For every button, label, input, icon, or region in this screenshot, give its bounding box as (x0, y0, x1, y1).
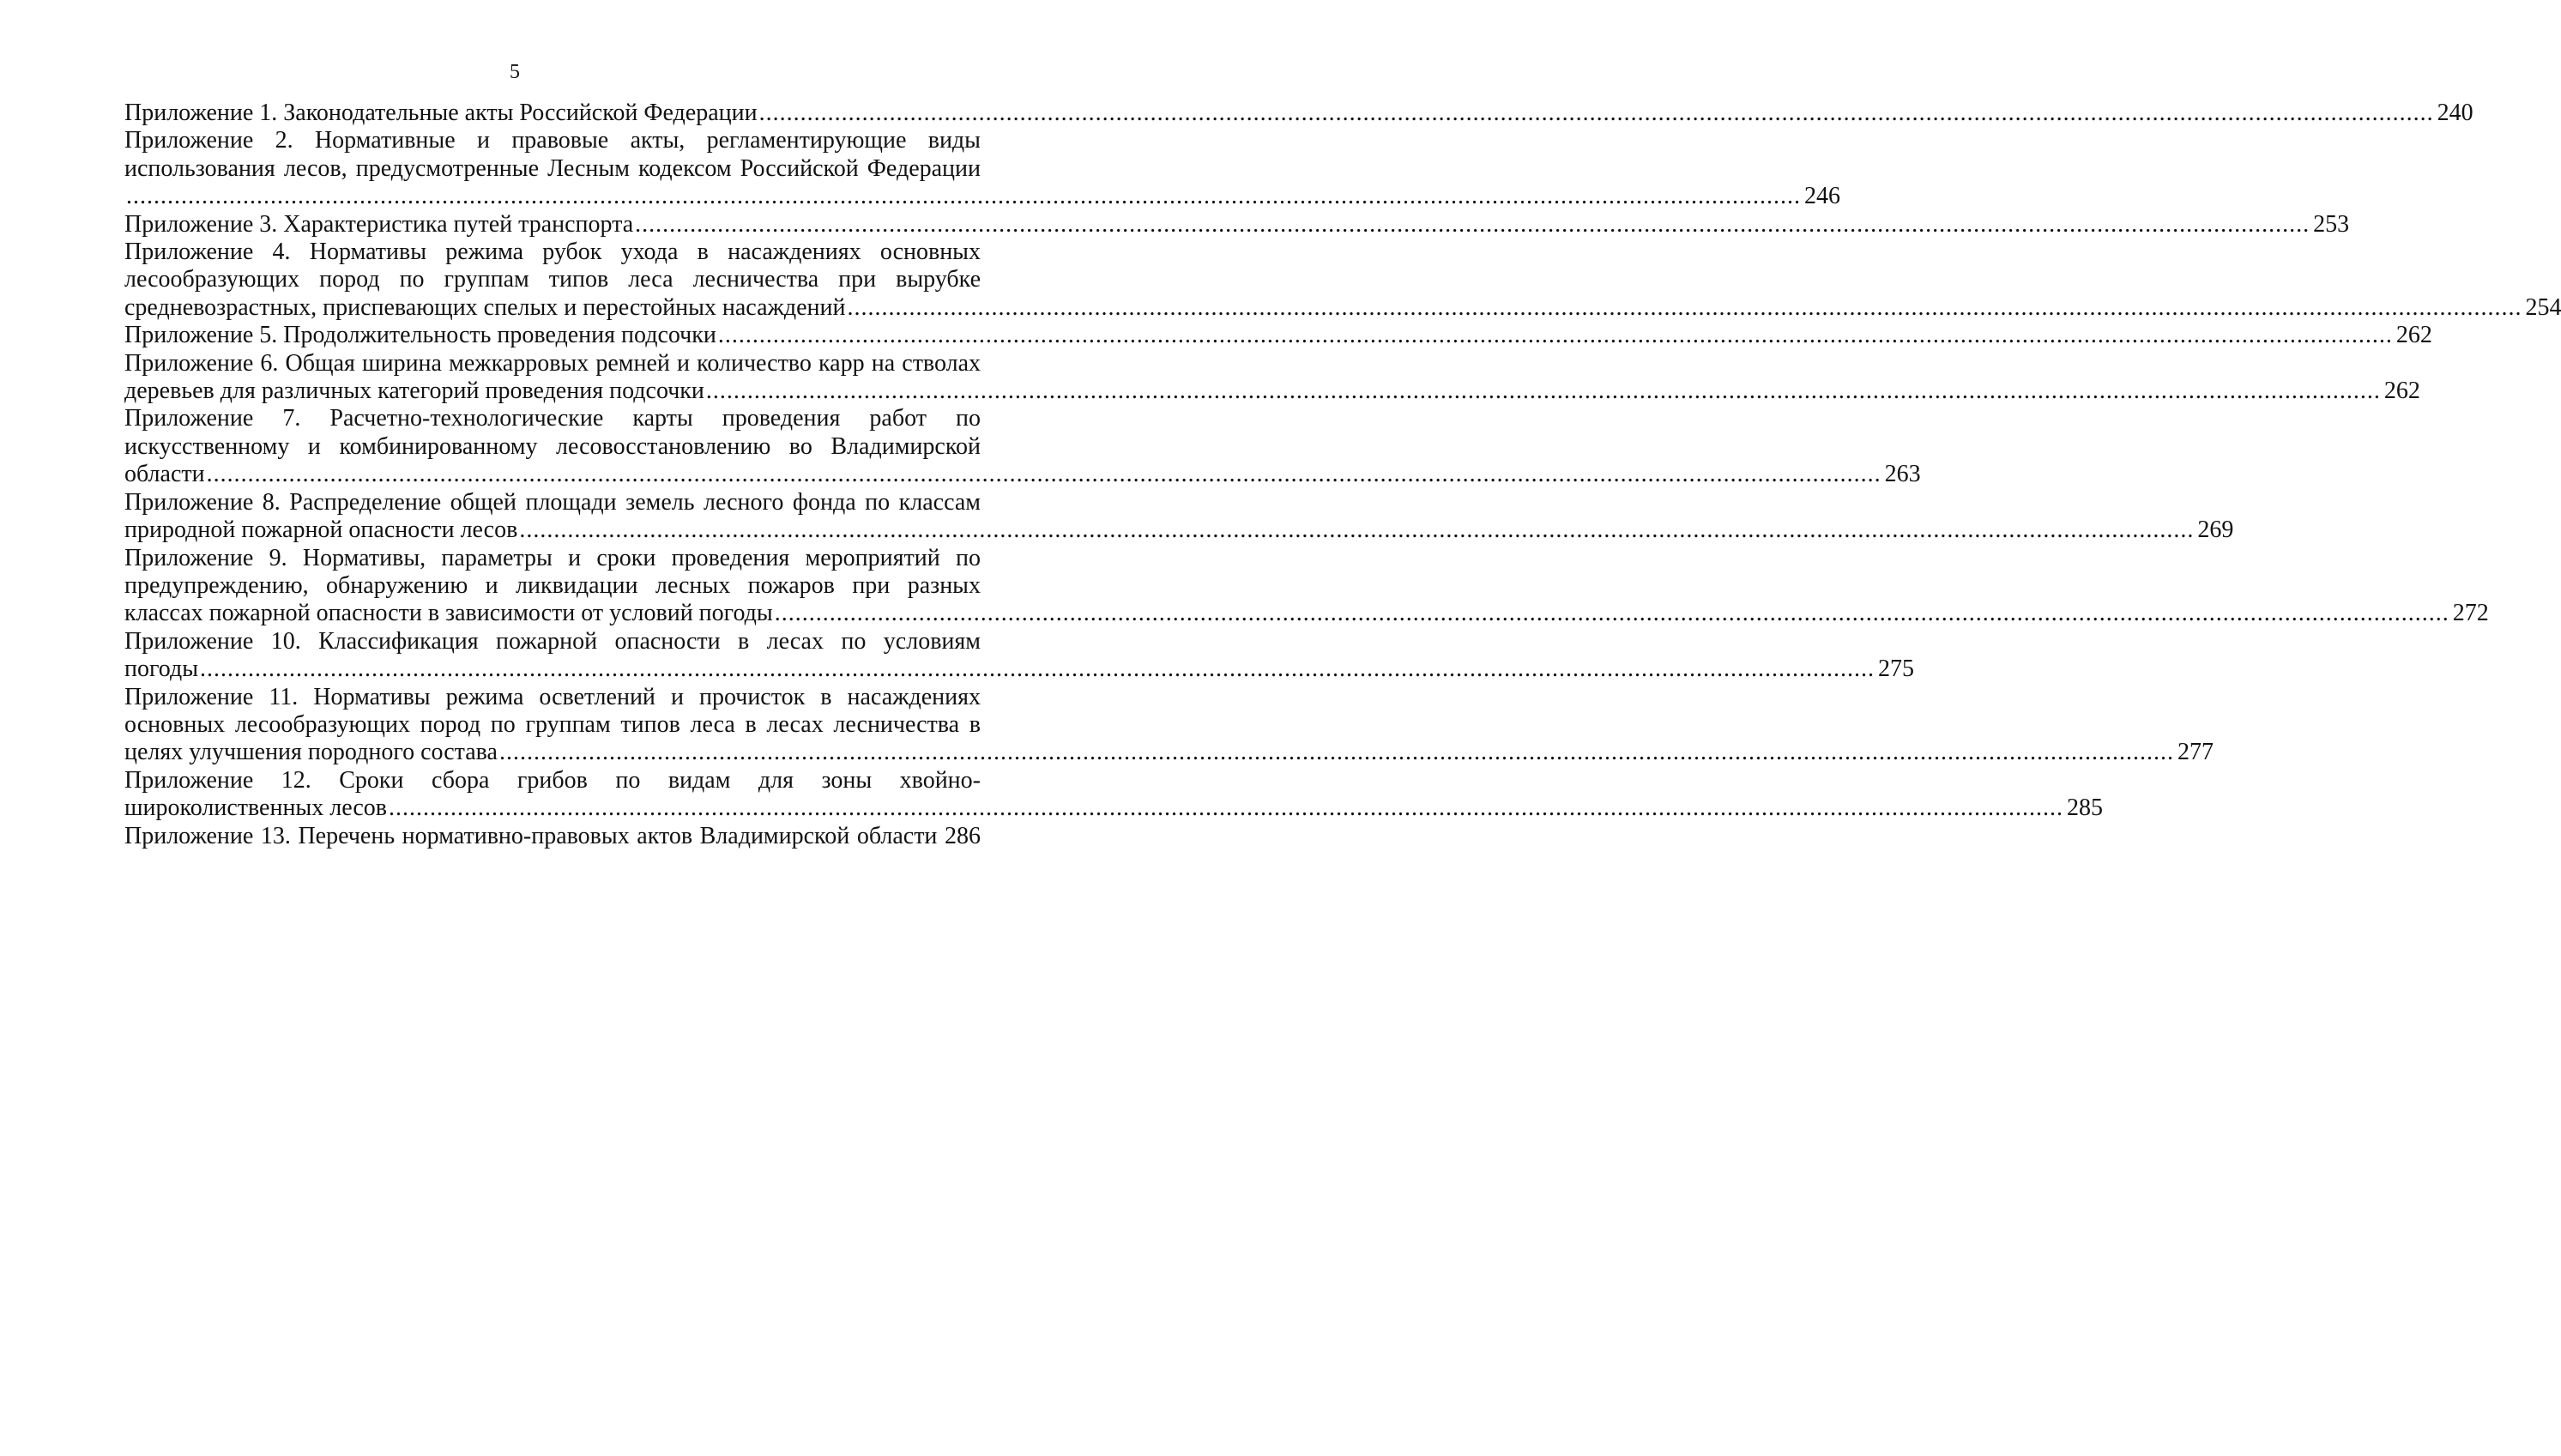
toc-entry-line: использования лесов, предусмотренные Лесным кодексом Российской Федерации (124, 154, 981, 182)
toc-entry-line: Приложение 12. Сроки сбора грибов по видам для зоны хвойно- (124, 766, 981, 794)
toc-entry-line: Приложение 2. Нормативные и правовые акты, регламентирующие виды (124, 127, 981, 154)
toc-entry-1[interactable] (124, 100, 2473, 127)
toc-entry-title: классах пожарной опасности в зависимости от условий погоды (124, 600, 773, 627)
page-number: 5 (510, 61, 520, 83)
toc-entry-line: Приложение 7. Расчетно-технологические карты проведения работ по (124, 405, 981, 432)
toc-entry-line: Приложение 10. Классификация пожарной опасности в лесах по условиям (124, 627, 981, 655)
toc-entry-title: широколиственных лесов (124, 794, 387, 822)
toc-entry-12[interactable] (124, 766, 2103, 823)
dot-leader (519, 517, 2194, 544)
dot-leader (847, 294, 2522, 322)
toc-entry-9[interactable] (124, 544, 2489, 628)
toc-entry-page: 269 (2197, 517, 2234, 544)
dot-leader (499, 739, 2174, 766)
dot-leader (759, 100, 2434, 127)
toc-entry-title: природной пожарной опасности лесов (124, 517, 518, 544)
toc-entry-7[interactable] (124, 405, 1921, 488)
toc-entry-page: 285 (2067, 794, 2103, 822)
toc-entry-page: 240 (2437, 100, 2473, 126)
toc-entry-line: искусственному и комбинированному лесовосстановлению во Владимирской (124, 432, 981, 460)
dot-leader (200, 656, 1875, 683)
toc-entry-title: области (124, 461, 205, 488)
toc-entry-page: 253 (2313, 210, 2350, 238)
dot-leader (389, 794, 2063, 822)
toc-entry-5[interactable] (124, 322, 2432, 349)
toc-entry-page: 263 (1884, 461, 1921, 488)
dot-leader (775, 600, 2449, 627)
toc-entry-title: Приложение 1. Законодательные акты Российской Федерации (124, 100, 758, 126)
dot-leader (718, 322, 2393, 349)
dot-leader (126, 183, 1801, 210)
toc-entry-4[interactable] (124, 239, 2561, 322)
toc-entry-line: предупреждению, обнаружению и ликвидации лесных пожаров при разных (124, 571, 981, 599)
toc-entry-line: Приложение 9. Нормативы, параметры и сроки проведения мероприятий по (124, 544, 981, 571)
toc-entry-title: целях улучшения породного состава (124, 739, 498, 766)
toc-entry-2[interactable] (124, 127, 1840, 210)
toc-entry-6[interactable] (124, 349, 2420, 406)
toc-entry-line: Приложение 6. Общая ширина межкарровых ремней и количество карр на стволах (124, 349, 981, 377)
toc-entry-page: 272 (2452, 600, 2489, 627)
toc-entry-page: 262 (2395, 322, 2432, 349)
toc-entry-8[interactable] (124, 488, 2234, 545)
toc-entry-13[interactable] (124, 823, 981, 850)
toc-entry-line: Приложение 4. Нормативы режима рубок ухода в насаждениях основных (124, 239, 981, 266)
toc-entry-page: 277 (2177, 739, 2214, 766)
dot-leader (635, 211, 2310, 239)
dot-leader (207, 461, 1881, 488)
toc-entry-10[interactable] (124, 627, 1915, 684)
dot-leader (706, 378, 2381, 405)
table-of-contents (124, 100, 2561, 850)
toc-entry-title: погоды (124, 656, 199, 683)
toc-entry-line: лесообразующих пород по группам типов леса лесничества при вырубке (124, 266, 981, 293)
toc-entry-title: Приложение 3. Характеристика путей транспорта (124, 210, 634, 238)
toc-entry-title: средневозрастных, приспевающих спелых и перестойных насаждений (124, 293, 846, 321)
toc-entry-page: 275 (1878, 656, 1915, 683)
toc-entry-page: 262 (2383, 378, 2420, 405)
toc-entry-title: Приложение 5. Продолжительность проведения подсочки (124, 322, 716, 349)
toc-entry-line: Приложение 8. Распределение общей площади земель лесного фонда по классам (124, 488, 981, 516)
toc-entry-page: 254 (2525, 293, 2561, 321)
toc-entry-page: 246 (1804, 183, 1840, 210)
toc-entry-line: Приложение 11. Нормативы режима осветлений и прочисток в насаждениях (124, 683, 981, 710)
toc-entry-title: деревьев для различных категорий проведения подсочки (124, 378, 704, 405)
toc-entry-11[interactable] (124, 683, 2214, 767)
toc-entry-3[interactable] (124, 210, 2350, 239)
toc-entry-line: основных лесообразующих пород по группам типов леса в лесах лесничества в (124, 710, 981, 738)
toc-entry-line: Приложение 13. Перечень нормативно-правовых актов Владимирской области 286 (124, 822, 981, 849)
